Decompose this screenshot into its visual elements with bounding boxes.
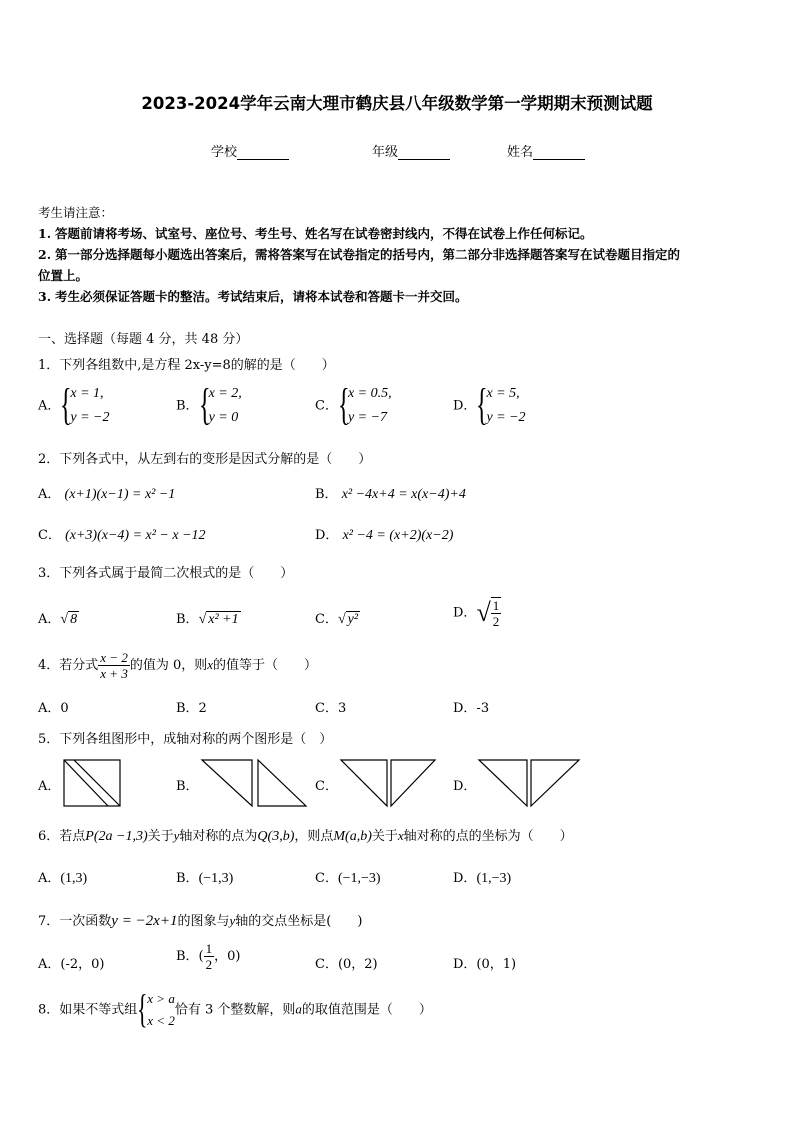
question-6-stem: [38, 825, 573, 845]
grade-field[interactable]: [372, 141, 450, 160]
q6-option-b[interactable]: [176, 867, 233, 887]
sqrt-expression: √ 8: [60, 612, 78, 627]
question-2-stem: 2．下列各式中，从左到右的变形是因式分解的是（ ）: [38, 452, 372, 467]
q4-option-c[interactable]: C．3: [315, 701, 347, 716]
numerator: 1: [205, 941, 213, 956]
name-label: 姓名: [507, 145, 534, 160]
stem-text: 6．若点: [38, 829, 86, 844]
coordinate: (−1,3): [198, 871, 234, 886]
notice-num: 1.: [38, 226, 52, 241]
option-label: D．: [315, 528, 339, 543]
option-label: D．: [453, 871, 477, 886]
variable: y: [229, 913, 236, 928]
system-line: x = 1,: [70, 386, 104, 401]
variable: x: [397, 828, 404, 843]
stem-text: 轴对称的点为: [179, 829, 258, 844]
system-line: y = 0: [208, 410, 239, 425]
notice-item-1: [38, 224, 593, 242]
question-5-stem: 5．下列各组图形中，成轴对称的两个图形是（ ）: [38, 732, 333, 747]
name-blank[interactable]: [533, 147, 585, 160]
notice-text: 第一部分选择题每小题选出答案后，需将答案写在试卷指定的括号内，第二部分非选择题答案写在试卷题目指定的: [55, 247, 681, 262]
stem-text: 8．如果不等式组: [38, 1002, 138, 1018]
inequality-system: { x > a x < 2: [137, 986, 175, 1031]
radicand: 8: [70, 612, 78, 627]
denominator: 2: [205, 957, 213, 972]
notice-item-2-cont: [38, 266, 88, 284]
q5-option-d[interactable]: D．: [453, 779, 477, 794]
q2-option-d[interactable]: [315, 524, 453, 544]
variable: x: [207, 657, 214, 672]
system-line: x = 5,: [486, 386, 520, 401]
question-7-stem: [38, 910, 362, 930]
stem-text: 轴的交点坐标是( ): [235, 914, 363, 929]
name-field[interactable]: [507, 141, 585, 160]
notice-item-3: [38, 287, 468, 305]
coordinate: (1,3): [60, 871, 88, 886]
question-3-stem: 3．下列各式属于最简二次根式的是（ ）: [38, 566, 294, 581]
q7-option-d[interactable]: D．(0，1): [453, 957, 517, 972]
math-expression: (x+1)(x−1) = x² −1: [64, 487, 176, 502]
linear-function: y = −2x+1: [111, 913, 178, 929]
q4-option-a[interactable]: A．0: [38, 701, 69, 716]
stem-text: 的图象与: [177, 914, 230, 929]
notice-text: 答题前请将考场、试室号、座位号、考生号、姓名写在试卷密封线内，不得在试卷上作任何标记。: [55, 226, 593, 241]
stem-text: 的取值范围是（ ）: [301, 1002, 432, 1018]
grade-label: 年级: [372, 145, 399, 160]
point-q: Q(3,b): [257, 829, 295, 844]
stem-text: ，则点: [294, 829, 334, 844]
notice-num: 2.: [38, 247, 52, 262]
coordinate: (−1,−3): [337, 871, 381, 886]
math-expression: x² −4 = (x+2)(x−2): [342, 528, 454, 543]
sqrt-expression: √ y²: [337, 612, 359, 627]
grade-blank[interactable]: [398, 147, 450, 160]
q1-option-b[interactable]: [176, 382, 242, 430]
q3-option-a[interactable]: [38, 608, 79, 628]
school-field[interactable]: [211, 141, 289, 160]
option-label: B．: [315, 487, 338, 502]
q2-option-b[interactable]: [315, 483, 466, 503]
q6-option-c[interactable]: [315, 867, 381, 887]
equation-system: { x = 2, y = 0: [198, 380, 242, 429]
option-label: C．: [315, 871, 338, 886]
math-expression: x² −4x+4 = x(x−4)+4: [341, 487, 466, 502]
option-label: A．: [38, 612, 61, 627]
option-label: C．: [315, 398, 338, 414]
variable: y: [173, 828, 180, 843]
page-title: 2023-2024学年云南大理市鹤庆县八年级数学第一学期期末预测试题: [141, 94, 653, 113]
stem-text: 的值为 0，则: [129, 658, 208, 673]
q2-option-a[interactable]: [38, 483, 175, 503]
radicand: x² +1: [208, 612, 239, 627]
option-label: B．(: [176, 949, 204, 964]
q7-option-c[interactable]: C．(0，2): [315, 957, 378, 972]
school-label: 学校: [211, 145, 238, 160]
system-line: y = −7: [347, 410, 388, 425]
stem-text: 恰有 3 个整数解，则: [174, 1002, 296, 1018]
question-4-stem: [38, 650, 317, 681]
q5-figure-b: [200, 758, 310, 808]
sqrt-expression: √: [476, 598, 491, 627]
system-line: x = 2,: [208, 386, 242, 401]
q3-option-b[interactable]: [176, 608, 241, 628]
equation-system: { x = 0.5, y = −7: [337, 380, 392, 429]
q3-option-d[interactable]: [453, 597, 501, 629]
system-line: y = −2: [70, 410, 110, 425]
q7-option-a[interactable]: A．(-2，0): [38, 957, 105, 972]
stem-text: 关于: [371, 829, 398, 844]
numerator: x − 2: [100, 650, 128, 665]
school-blank[interactable]: [237, 147, 289, 160]
q4-option-b[interactable]: B．2: [176, 701, 207, 716]
denominator: 2: [492, 614, 500, 629]
system-line: y = −2: [486, 410, 526, 425]
system-line: x > a: [147, 991, 175, 1006]
system-line: x < 2: [147, 1013, 175, 1028]
notice-text: 位置上。: [38, 268, 89, 283]
equation-system: { x = 5, y = −2: [476, 380, 526, 429]
fraction: [204, 941, 215, 972]
option-label: A．: [38, 487, 61, 502]
stem-text: 关于: [147, 829, 174, 844]
q5-option-b[interactable]: B．: [176, 779, 199, 794]
question-1-stem: 1．下列各组数中,是方程 2x-y=8的解的是（ ）: [38, 358, 335, 373]
notice-item-2: [38, 245, 680, 263]
denominator: x + 3: [100, 666, 128, 681]
fraction: [98, 650, 130, 681]
option-label: B．: [176, 871, 199, 886]
coordinate: (1,−3): [476, 871, 512, 886]
notice-text: 考生必须保证答题卡的整洁。考试结束后，请将本试卷和答题卡一并交回。: [55, 289, 468, 304]
q1-option-d[interactable]: [453, 382, 526, 430]
question-8-stem: [38, 988, 432, 1032]
notice-heading: 考生请注意：: [38, 205, 114, 220]
q5-figure-d: [477, 758, 587, 808]
option-label: D．: [453, 398, 477, 414]
option-label: B．: [176, 612, 199, 627]
sqrt-expression: √ x² +1: [198, 612, 239, 627]
option-label: D．: [453, 605, 477, 621]
option-text: ，0): [214, 949, 241, 964]
option-label: C．: [38, 528, 61, 543]
stem-text: 的值等于（ ）: [213, 658, 318, 673]
math-expression: (x+3)(x−4) = x² − x −12: [65, 528, 206, 543]
equation-system: { x = 1, y = −2: [60, 380, 110, 429]
stem-text: 7．一次函数: [38, 914, 112, 929]
option-label: B．: [176, 398, 199, 414]
notice-num: 3.: [38, 289, 52, 304]
q7-option-b[interactable]: [176, 941, 240, 972]
option-label: A．: [38, 398, 61, 414]
stem-text: 4．若分式: [38, 658, 99, 673]
q1-option-c[interactable]: [315, 382, 392, 430]
system-line: x = 0.5,: [347, 386, 392, 401]
q6-option-d[interactable]: [453, 867, 511, 887]
fraction: [491, 597, 502, 629]
numerator: 1: [492, 598, 500, 613]
q3-option-c[interactable]: [315, 608, 360, 628]
option-label: A．: [38, 871, 61, 886]
q5-option-a[interactable]: A．: [38, 779, 61, 794]
variable: a: [295, 1001, 302, 1017]
q5-figure-c: [339, 758, 439, 808]
q5-option-c[interactable]: C．: [315, 779, 338, 794]
q4-option-d[interactable]: D．-3: [453, 701, 490, 716]
q6-option-a[interactable]: [38, 867, 87, 887]
point-m: M(a,b): [333, 829, 372, 844]
option-label: C．: [315, 612, 338, 627]
stem-text: 轴对称的点的坐标为（ ）: [403, 829, 573, 844]
q1-option-a[interactable]: [38, 382, 110, 430]
section-heading: 一、选择题（每题 4 分，共 48 分）: [38, 332, 249, 347]
q2-option-c[interactable]: [38, 524, 206, 544]
radicand: y²: [347, 612, 359, 627]
q5-figure-a: [62, 758, 122, 808]
point-p: P(2a −1,3): [85, 829, 148, 844]
